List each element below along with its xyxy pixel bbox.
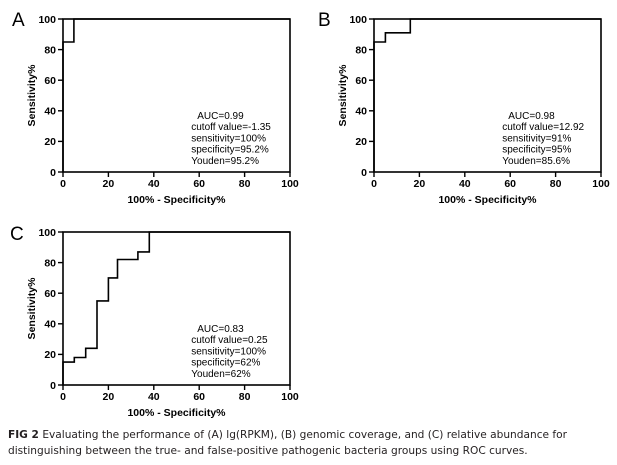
annotation-line-b: AUC=0.98 — [508, 111, 555, 122]
annotation-line-a: specificity=95.2% — [191, 144, 269, 156]
x-tick-label-c: 0 — [60, 391, 66, 403]
x-axis-label-b: 100% - Specificity% — [438, 194, 537, 206]
y-axis-label-c: Sensitivity% — [26, 277, 38, 340]
x-tick-label-c: 20 — [102, 391, 115, 403]
y-axis-label-b: Sensitivity% — [337, 64, 349, 127]
panel-b — [318, 10, 610, 206]
annotation-line-c: specificity=62% — [191, 357, 261, 369]
y-tick-label-b: 40 — [355, 105, 367, 118]
panel-a — [12, 10, 299, 206]
x-tick-label-c: 40 — [147, 391, 160, 403]
panel-letter-c: C — [10, 224, 24, 245]
x-tick-label-b: 40 — [458, 178, 471, 190]
y-tick-label-b: 60 — [355, 75, 367, 87]
x-tick-label-c: 80 — [238, 391, 251, 403]
annotation-line-b: specificity=95% — [502, 144, 572, 156]
y-tick-label-c: 40 — [44, 318, 56, 331]
annotation-line-c: Youden=62% — [191, 368, 251, 380]
y-tick-label-a: 80 — [44, 44, 56, 57]
panel-letter-a: A — [12, 10, 25, 31]
y-tick-label-b: 100 — [349, 13, 367, 26]
y-tick-label-c: 80 — [44, 257, 56, 270]
annotation-line-a: cutoff value=-1.35 — [191, 122, 271, 134]
y-tick-label-b: 0 — [361, 166, 367, 179]
annotation-line-a: AUC=0.99 — [197, 111, 244, 122]
y-tick-label-a: 60 — [44, 75, 56, 87]
y-tick-label-a: 0 — [50, 166, 56, 179]
annotation-line-c: cutoff value=0.25 — [191, 335, 268, 347]
x-tick-label-c: 60 — [193, 391, 206, 403]
x-tick-label-b: 0 — [371, 178, 377, 190]
y-tick-label-a: 100 — [38, 13, 56, 26]
annotation-line-c: AUC=0.83 — [197, 324, 244, 335]
annotation-line-c: sensitivity=100% — [191, 346, 267, 358]
caption-text: Evaluating the performance of (A) lg(RPKM), (B) genomic coverage, and (C) relative abundance for distinguishing between the true- and false-positive pathogenic bacteria groups using ROC curves. — [8, 429, 567, 457]
annotation-line-b: cutoff value=12.92 — [502, 122, 585, 134]
x-tick-label-a: 40 — [147, 178, 160, 190]
x-tick-label-b: 60 — [504, 178, 517, 190]
panel-letter-b: B — [318, 10, 331, 31]
annotation-line-a: Youden=95.2% — [191, 155, 260, 167]
x-tick-label-a: 0 — [60, 178, 66, 190]
caption-label: FIG 2 — [8, 429, 39, 441]
annotation-line-b: sensitivity=91% — [502, 133, 572, 145]
y-tick-label-c: 0 — [50, 379, 56, 392]
x-tick-label-b: 100 — [592, 178, 610, 190]
y-tick-label-b: 80 — [355, 44, 367, 57]
annotation-line-a: sensitivity=100% — [191, 133, 267, 145]
x-tick-label-a: 60 — [193, 178, 206, 190]
x-tick-label-b: 80 — [549, 178, 562, 190]
x-tick-label-b: 20 — [413, 178, 426, 190]
x-tick-label-a: 80 — [238, 178, 251, 190]
x-tick-label-c: 100 — [281, 391, 299, 403]
x-tick-label-a: 20 — [102, 178, 115, 190]
x-tick-label-a: 100 — [281, 178, 299, 190]
x-axis-label-a: 100% - Specificity% — [127, 194, 226, 206]
y-tick-label-c: 20 — [44, 349, 56, 362]
x-axis-label-c: 100% - Specificity% — [127, 407, 226, 419]
panel-c — [10, 224, 299, 419]
y-tick-label-a: 40 — [44, 105, 56, 118]
figure-caption — [8, 427, 608, 459]
y-tick-label-b: 20 — [355, 136, 367, 149]
y-axis-label-a: Sensitivity% — [26, 64, 38, 127]
y-tick-label-a: 20 — [44, 136, 56, 149]
y-tick-label-c: 60 — [44, 288, 56, 300]
annotation-line-b: Youden=85.6% — [502, 155, 571, 167]
y-tick-label-c: 100 — [38, 226, 56, 239]
